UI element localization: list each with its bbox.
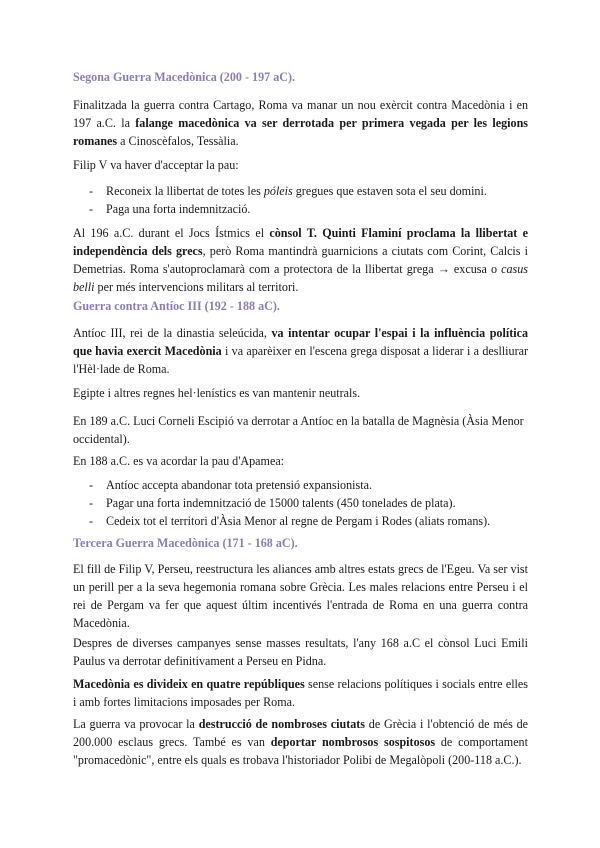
bullet-list <box>73 476 528 530</box>
bold-text: deportar nombrosos sospitosos <box>270 735 436 749</box>
italic-text: casus belli <box>73 262 528 294</box>
text-run: per més intervencions militars al territori. <box>94 280 299 294</box>
paragraph <box>73 96 528 150</box>
paragraph <box>73 324 528 378</box>
paragraph: En 188 a.C. es va acordar la pau d'Apamea: <box>73 454 285 468</box>
text-run: Finalitzada la guerra contra Cartago, Roma va manar un nou exèrcit contra Macedònia i en 197 a.C. la <box>73 98 528 130</box>
paragraph: Egipte i altres regnes hel·lenístics es van mantenir neutrals. <box>73 386 361 400</box>
section-heading-war-against-antiochus: Guerra contra Antíoc III (192 - 188 aC). <box>73 299 280 313</box>
text-run: gregues que estaven sota el seu domini. <box>292 184 487 198</box>
paragraph: En 189 a.C. Luci Corneli Escipió va derrotar a Antíoc en la batalla de Magnèsia (Àsia Menor occidental). <box>73 414 524 446</box>
paragraph <box>73 675 528 711</box>
list-item: - Antíoc accepta abandonar tota pretensió expansionista. <box>73 476 528 494</box>
text-run: de comportament "promacedònic", entre els quals es trobava l'historiador Polibi de Megalòpoli (200-118 a.C.). <box>73 735 528 767</box>
bullet-list <box>73 182 528 218</box>
text-run: sense relacions polítiques i socials entre elles i amb fortes limitacions imposades per Roma. <box>73 677 528 709</box>
paragraph <box>73 715 528 769</box>
text-run: Reconeix la llibertat de totes les <box>106 184 264 198</box>
text-run: , però Roma mantindrà guarnicions a ciutats com Corint, Calcis i Demetrias. Roma s'autoproclamarà com a protectora de la llibertat grega → excusa o <box>73 244 528 276</box>
paragraph: El fill de Filip V, Perseu, reestructura les aliances amb altres estats grecs de l'Egeu. Va ser vist un perill per a la seva hegemonia romana sobre Grècia. Les males relacions entre Perseu i el rei de Pergam va fer que aquest últim incentivés l'entrada de Roma en una guerra contra Macedònia. <box>73 562 528 630</box>
list-item <box>73 182 528 200</box>
text-run: a Cinoscèfalos, Tessàlia. <box>117 134 239 148</box>
text-run: i va aparèixer en l'escena grega disposat a liderar i a deslliurar l'Hèl·lade de Roma. <box>73 344 528 376</box>
list-item: - Paga una forta indemnització. <box>73 200 528 218</box>
list-item: - Pagar una forta indemnització de 15000 talents (450 tonelades de plata). <box>73 494 528 512</box>
bold-text: cònsol T. Quinti Flaminí proclama la llibertat e independència dels grecs <box>73 226 528 258</box>
text-run: Al 196 a.C. durant el Jocs Ístmics el <box>73 226 270 240</box>
paragraph: Filip V va haver d'acceptar la pau: <box>73 158 239 172</box>
list-item: - Cedeix tot el territori d'Àsia Menor al regne de Pergam i Rodes (aliats romans). <box>73 512 528 530</box>
italic-text: póleis <box>263 184 293 198</box>
paragraph: Despres de diverses campanyes sense masses resultats, l'any 168 a.C el cònsol Luci Emili Paulus va derrotar definitivament a Perseu en Pidna. <box>73 636 528 668</box>
text-run: La guerra va provocar la <box>73 717 199 731</box>
bold-text: va intentar ocupar l'espai i la influència política que havia exercit Macedònia <box>73 326 528 358</box>
section-heading-third-macedonian-war: Tercera Guerra Macedònica (171 - 168 aC). <box>73 536 298 550</box>
bold-text: Macedònia es divideix en quatre repúbliques <box>73 677 305 691</box>
text-run: de Grècia i l'obtenció de més de 200.000 esclaus grecs. També es van <box>73 717 528 749</box>
bold-text: destrucció de nombroses ciutats <box>198 717 366 731</box>
paragraph <box>73 224 528 296</box>
bold-text: falange macedònica va ser derrotada per primera vegada per les legions romanes <box>73 116 528 148</box>
text-run: Antíoc III, rei de la dinastia seleúcida, <box>73 326 272 340</box>
section-heading-second-macedonian-war: Segona Guerra Macedònica (200 - 197 aC). <box>73 70 296 84</box>
